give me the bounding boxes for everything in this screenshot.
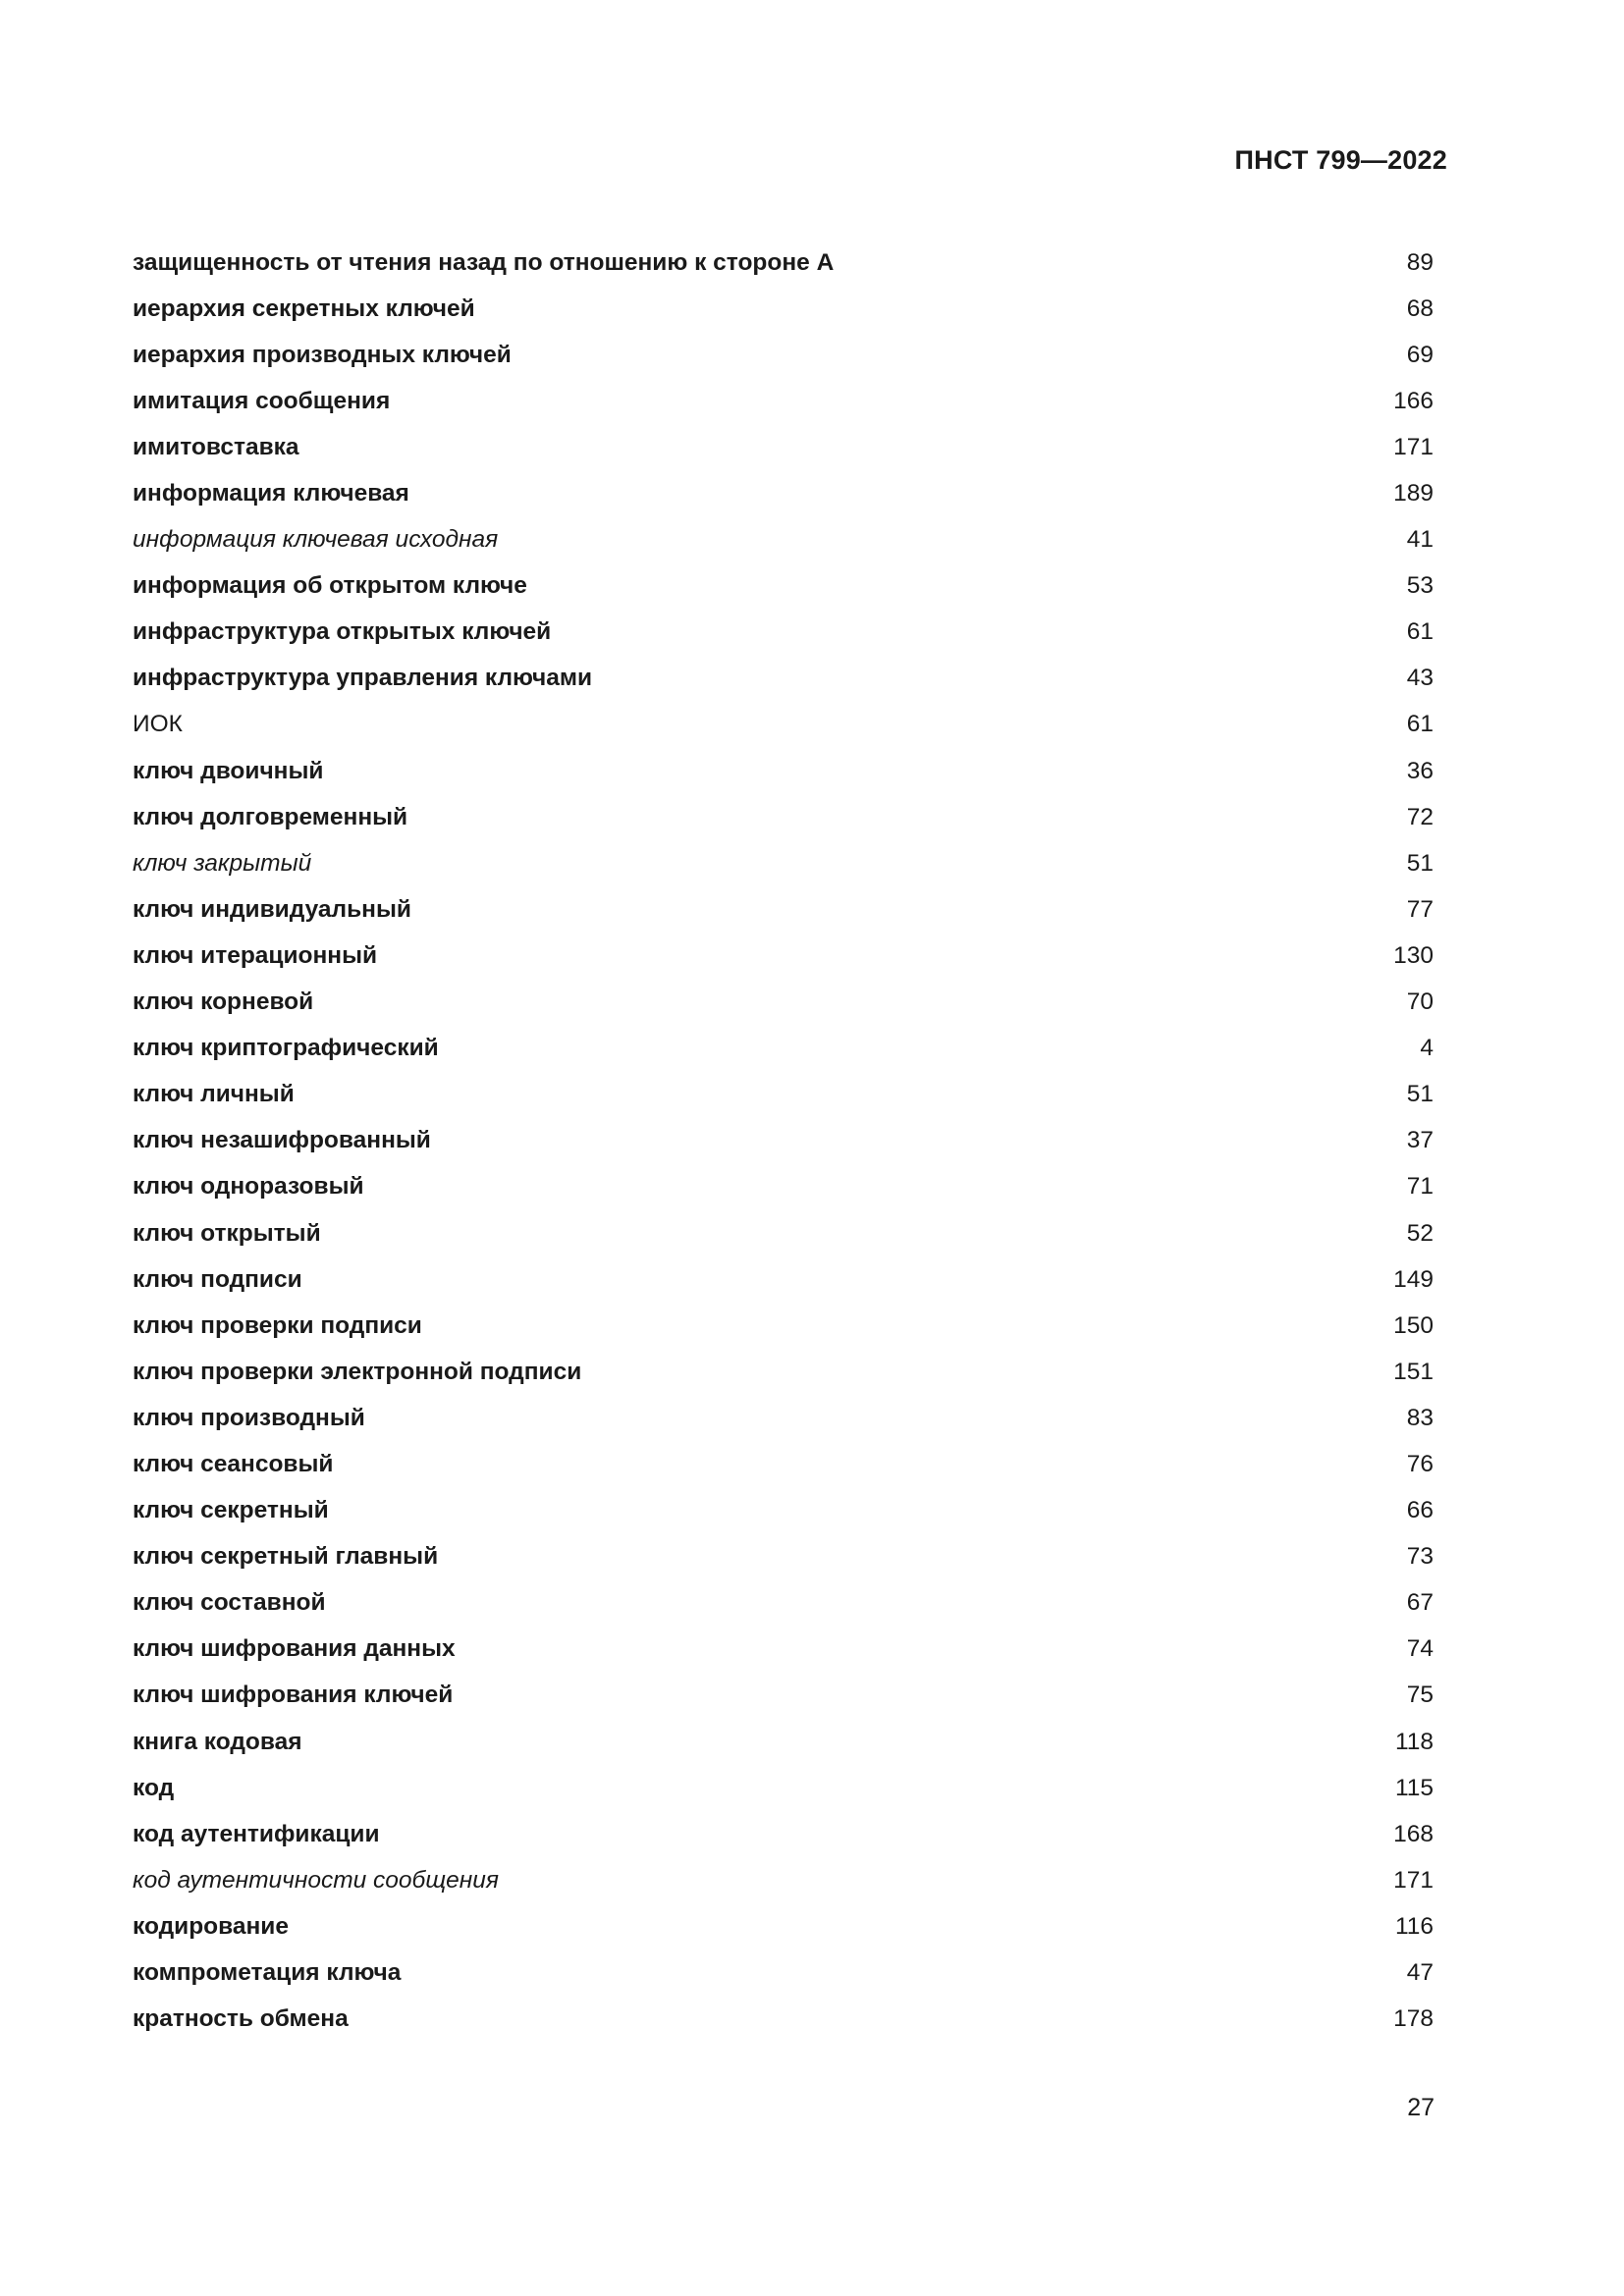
index-term: имитация сообщения	[133, 387, 391, 414]
index-entry	[133, 1210, 1434, 1256]
index-term: ключ сеансовый	[133, 1450, 334, 1477]
index-term-number: 51	[1406, 849, 1434, 877]
index-term-number: 66	[1406, 1497, 1434, 1524]
index-term-number: 53	[1406, 572, 1434, 600]
index-term: ИОК	[133, 711, 183, 738]
index-term: информация ключевая	[133, 480, 409, 507]
index-term-number: 61	[1406, 711, 1434, 738]
index-term-number: 75	[1406, 1682, 1434, 1709]
index-term-number: 67	[1406, 1589, 1434, 1617]
index-term: ключ двоичный	[133, 757, 324, 784]
index-entry	[133, 748, 1434, 794]
index-term: код	[133, 1774, 175, 1801]
index-term-number: 150	[1393, 1311, 1434, 1339]
index-entry	[133, 470, 1434, 516]
index-term: ключ незашифрованный	[133, 1127, 431, 1154]
index-term-number: 149	[1393, 1265, 1434, 1293]
index-term: иерархия производных ключей	[133, 341, 512, 368]
index-entry	[133, 702, 1434, 748]
index-term: защищенность от чтения назад по отношению к стороне А	[133, 248, 835, 276]
index-term: инфраструктура управления ключами	[133, 665, 593, 692]
index-term: ключ открытый	[133, 1219, 321, 1247]
index-entry	[133, 1303, 1434, 1349]
index-entry	[133, 1949, 1434, 1996]
index-term-number: 71	[1406, 1173, 1434, 1201]
index-term: ключ секретный	[133, 1497, 329, 1524]
index-term-number: 69	[1406, 341, 1434, 368]
index-term-number: 178	[1393, 2005, 1434, 2033]
index-entry	[133, 1072, 1434, 1118]
index-term-number: 41	[1406, 526, 1434, 554]
index-entry	[133, 240, 1434, 286]
index-term: кратность обмена	[133, 2005, 349, 2033]
index-term: кодирование	[133, 1912, 289, 1940]
index-term-number: 37	[1406, 1127, 1434, 1154]
index-entry	[133, 1395, 1434, 1441]
index-term: имитовставка	[133, 433, 299, 460]
index-term: информация ключевая исходная	[133, 526, 499, 554]
index-term: ключ проверки электронной подписи	[133, 1358, 582, 1385]
index-entry	[133, 286, 1434, 332]
index-entry	[133, 656, 1434, 702]
index-term-number: 168	[1393, 1820, 1434, 1847]
index-term: ключ проверки подписи	[133, 1311, 422, 1339]
index-term-number: 47	[1406, 1959, 1434, 1987]
index-term: ключ индивидуальный	[133, 895, 411, 923]
index-entry	[133, 1903, 1434, 1949]
index-term-number: 115	[1394, 1774, 1434, 1801]
index-term-number: 73	[1406, 1543, 1434, 1571]
index-term-number: 77	[1406, 895, 1434, 923]
index-term-number: 72	[1406, 803, 1434, 830]
index-term-number: 116	[1394, 1912, 1434, 1940]
document-code: ПНСТ 799—2022	[1234, 145, 1447, 175]
index-entry	[133, 1719, 1434, 1765]
index-term: ключ корневой	[133, 988, 314, 1016]
index-entry	[133, 1441, 1434, 1487]
index-term: ключ одноразовый	[133, 1173, 364, 1201]
index-entry	[133, 1811, 1434, 1857]
index-entry	[133, 840, 1434, 886]
index-term-number: 61	[1406, 618, 1434, 646]
index-entry	[133, 980, 1434, 1026]
index-term: ключ личный	[133, 1081, 295, 1108]
index-term-number: 118	[1394, 1728, 1434, 1755]
index-term: ключ шифрования ключей	[133, 1682, 454, 1709]
index-term-number: 43	[1406, 665, 1434, 692]
index-term: код аутентификации	[133, 1820, 380, 1847]
index-term-number: 4	[1420, 1035, 1434, 1062]
index-entry	[133, 1534, 1434, 1580]
index-term-number: 89	[1406, 248, 1434, 276]
index-term: ключ криптографический	[133, 1035, 439, 1062]
index-term: компрометация ключа	[133, 1959, 402, 1987]
index-entry	[133, 1673, 1434, 1719]
index-entry	[133, 1164, 1434, 1210]
index-term: ключ составной	[133, 1589, 326, 1617]
index-entry	[133, 1488, 1434, 1534]
index-term-number: 36	[1406, 757, 1434, 784]
index-term: ключ подписи	[133, 1265, 302, 1293]
index-entry	[133, 610, 1434, 656]
index-entry	[133, 886, 1434, 933]
index-term: ключ долговременный	[133, 803, 408, 830]
index-entry	[133, 1256, 1434, 1303]
index-entry	[133, 424, 1434, 470]
index-entry	[133, 933, 1434, 979]
index-term: код аутентичности сообщения	[133, 1866, 499, 1894]
alphabetical-index	[133, 240, 1434, 2043]
index-term-number: 166	[1393, 387, 1434, 414]
index-entry	[133, 563, 1434, 610]
index-term-number: 189	[1393, 480, 1434, 507]
index-term: ключ итерационный	[133, 941, 378, 969]
index-term-number: 130	[1393, 941, 1434, 969]
index-entry	[133, 1349, 1434, 1395]
index-term: иерархия секретных ключей	[133, 294, 475, 322]
index-term-number: 52	[1406, 1219, 1434, 1247]
index-term: информация об открытом ключе	[133, 572, 527, 600]
index-entry	[133, 1580, 1434, 1627]
index-entry	[133, 1765, 1434, 1811]
index-term-number: 171	[1393, 433, 1434, 460]
index-entry	[133, 517, 1434, 563]
index-term-number: 151	[1393, 1358, 1434, 1385]
index-term: ключ закрытый	[133, 849, 312, 877]
index-entry	[133, 378, 1434, 424]
index-term: книга кодовая	[133, 1728, 302, 1755]
index-term-number: 83	[1406, 1404, 1434, 1431]
index-entry	[133, 1026, 1434, 1072]
index-term: ключ производный	[133, 1404, 365, 1431]
index-term-number: 76	[1406, 1450, 1434, 1477]
index-entry	[133, 332, 1434, 378]
index-term-number: 74	[1406, 1635, 1434, 1663]
index-entry	[133, 1627, 1434, 1673]
index-term: инфраструктура открытых ключей	[133, 618, 552, 646]
index-term-number: 70	[1406, 988, 1434, 1016]
index-entry	[133, 1997, 1434, 2043]
index-entry	[133, 1857, 1434, 1903]
index-entry	[133, 794, 1434, 840]
index-term-number: 68	[1406, 294, 1434, 322]
page-number: 27	[1407, 2094, 1435, 2121]
index-entry	[133, 1118, 1434, 1164]
index-term: ключ секретный главный	[133, 1543, 439, 1571]
index-term-number: 171	[1393, 1866, 1434, 1894]
index-term-number: 51	[1406, 1081, 1434, 1108]
index-term: ключ шифрования данных	[133, 1635, 456, 1663]
